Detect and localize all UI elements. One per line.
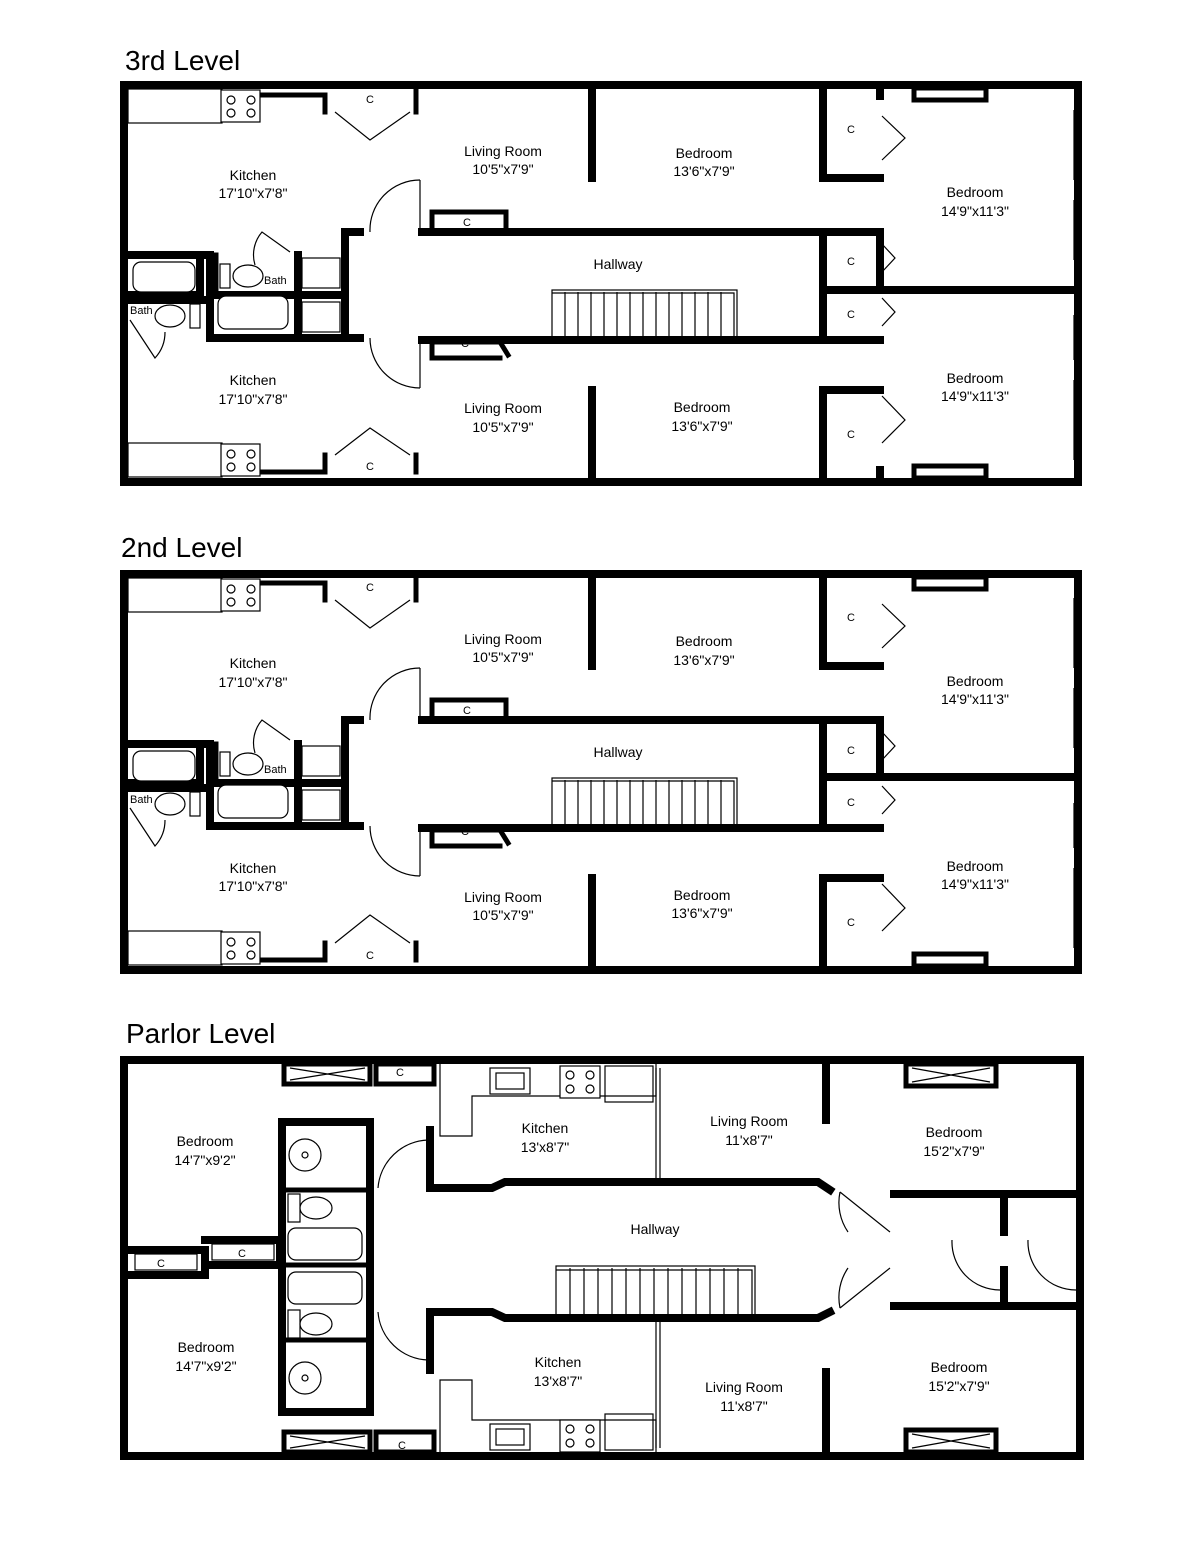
room-size: 13'6"x7'9" xyxy=(673,652,735,668)
room-size: 13'6"x7'9" xyxy=(671,418,733,434)
shower xyxy=(302,258,340,288)
closet-label: C xyxy=(396,1067,404,1079)
room-size: 11'x8'7" xyxy=(725,1132,773,1148)
room-size: 14'7"x9'2" xyxy=(175,1358,237,1374)
closet-label: C xyxy=(366,94,374,106)
room-size: 14'7"x9'2" xyxy=(174,1152,236,1168)
room-name: Kitchen xyxy=(229,372,277,388)
bathtub xyxy=(133,751,195,781)
room-size: 15'2"x7'9" xyxy=(928,1378,990,1394)
closet-label: C xyxy=(157,1258,165,1270)
level-2 xyxy=(121,532,1078,970)
level-title: Parlor Level xyxy=(126,1018,276,1049)
closet-label: C xyxy=(847,797,855,809)
room-name: Bedroom xyxy=(946,858,1004,874)
room-size: 17'10"x7'8" xyxy=(218,878,288,894)
room-size: 10'5"x7'9" xyxy=(472,907,534,923)
room-name: Hallway xyxy=(593,256,643,272)
room-name: Kitchen xyxy=(229,655,277,671)
closet-label: C xyxy=(366,461,374,473)
toilet xyxy=(155,793,185,815)
staircase xyxy=(552,778,737,828)
closet-label: C xyxy=(366,582,374,594)
toilet xyxy=(233,753,263,775)
bathtub xyxy=(133,262,195,292)
toilet xyxy=(155,305,185,327)
room-name: Kitchen xyxy=(534,1354,582,1370)
room-size: 10'5"x7'9" xyxy=(472,649,534,665)
shower xyxy=(302,746,340,776)
room-name: Bedroom xyxy=(675,633,733,649)
level-3 xyxy=(124,45,1078,482)
closet-label: C xyxy=(461,826,469,838)
room-name: Bedroom xyxy=(946,370,1004,386)
shower xyxy=(302,790,340,820)
toilet xyxy=(233,265,263,287)
staircase xyxy=(552,290,737,340)
room-name: Bedroom xyxy=(925,1124,983,1140)
staircase xyxy=(556,1266,755,1316)
closet-label: C xyxy=(847,745,855,757)
bath-label: Bath xyxy=(264,275,287,287)
bath-label: Bath xyxy=(130,305,153,317)
closet-label: C xyxy=(847,917,855,929)
range-stove xyxy=(560,1420,600,1452)
level-title: 3rd Level xyxy=(125,45,241,76)
room-name: Kitchen xyxy=(229,860,277,876)
room-name: Hallway xyxy=(593,744,643,760)
toilet xyxy=(300,1313,332,1335)
room-name: Living Room xyxy=(705,1379,783,1395)
room-name: Bedroom xyxy=(675,145,733,161)
room-name: Kitchen xyxy=(521,1120,569,1136)
closet-label: C xyxy=(847,429,855,441)
closet-label: C xyxy=(238,1248,246,1260)
room-size: 13'x8'7" xyxy=(533,1373,583,1389)
range-stove xyxy=(221,932,260,964)
bath-label: Bath xyxy=(264,764,287,776)
room-size: 13'x8'7" xyxy=(520,1139,570,1155)
closet-label: C xyxy=(463,217,471,229)
closet-label: C xyxy=(847,124,855,136)
range-stove xyxy=(221,579,260,611)
window-ac xyxy=(914,466,986,478)
range-stove xyxy=(221,444,260,476)
room-size: 13'6"x7'9" xyxy=(673,163,735,179)
bathtub xyxy=(218,296,288,329)
sink xyxy=(289,1139,321,1171)
outer-wall xyxy=(124,1060,1080,1456)
range-stove xyxy=(560,1066,600,1098)
room-name: Bedroom xyxy=(946,673,1004,689)
window-ac xyxy=(914,88,986,100)
closet-label: C xyxy=(366,950,374,962)
shower xyxy=(302,302,340,332)
level-title: 2nd Level xyxy=(121,532,243,563)
room-name: Living Room xyxy=(464,889,542,905)
room-size: 10'5"x7'9" xyxy=(472,419,534,435)
counter xyxy=(128,931,222,965)
room-size: 14'9"x11'3" xyxy=(941,388,1009,404)
window-ac xyxy=(914,954,986,966)
bath-label: Bath xyxy=(130,794,153,806)
room-name: Living Room xyxy=(464,143,542,159)
closet-label: C xyxy=(847,612,855,624)
room-name: Bedroom xyxy=(176,1133,234,1149)
room-size: 15'2"x7'9" xyxy=(923,1143,985,1159)
counter xyxy=(128,578,222,612)
room-size: 14'9"x11'3" xyxy=(941,203,1009,219)
room-name: Living Room xyxy=(464,400,542,416)
room-size: 10'5"x7'9" xyxy=(472,161,534,177)
range-stove xyxy=(221,90,260,122)
closet-label: C xyxy=(398,1440,406,1452)
closet-label: C xyxy=(847,309,855,321)
room-size: 17'10"x7'8" xyxy=(218,185,288,201)
room-name: Bedroom xyxy=(673,399,731,415)
room-name: Bedroom xyxy=(930,1359,988,1375)
room-size: 17'10"x7'8" xyxy=(218,391,288,407)
room-size: 14'9"x11'3" xyxy=(941,876,1009,892)
room-size: 14'9"x11'3" xyxy=(941,691,1009,707)
level-parlor xyxy=(124,1018,1080,1456)
closet-label: C xyxy=(847,256,855,268)
window-ac xyxy=(914,577,986,589)
room-size: 11'x8'7" xyxy=(720,1398,768,1414)
bathtub xyxy=(288,1228,362,1260)
closet-label: C xyxy=(463,705,471,717)
room-name: Kitchen xyxy=(229,167,277,183)
bathtub xyxy=(218,785,288,818)
counter xyxy=(128,89,222,123)
room-name: Bedroom xyxy=(673,887,731,903)
room-name: Living Room xyxy=(464,631,542,647)
counter xyxy=(128,443,222,477)
closet xyxy=(376,1064,434,1084)
room-name: Bedroom xyxy=(177,1339,235,1355)
toilet xyxy=(300,1197,332,1219)
room-name: Bedroom xyxy=(946,184,1004,200)
sink xyxy=(289,1362,321,1394)
room-size: 17'10"x7'8" xyxy=(218,674,288,690)
room-name: Hallway xyxy=(630,1221,680,1237)
bathtub xyxy=(288,1272,362,1304)
room-size: 13'6"x7'9" xyxy=(671,905,733,921)
closet-label: C xyxy=(461,338,469,350)
room-name: Living Room xyxy=(710,1113,788,1129)
